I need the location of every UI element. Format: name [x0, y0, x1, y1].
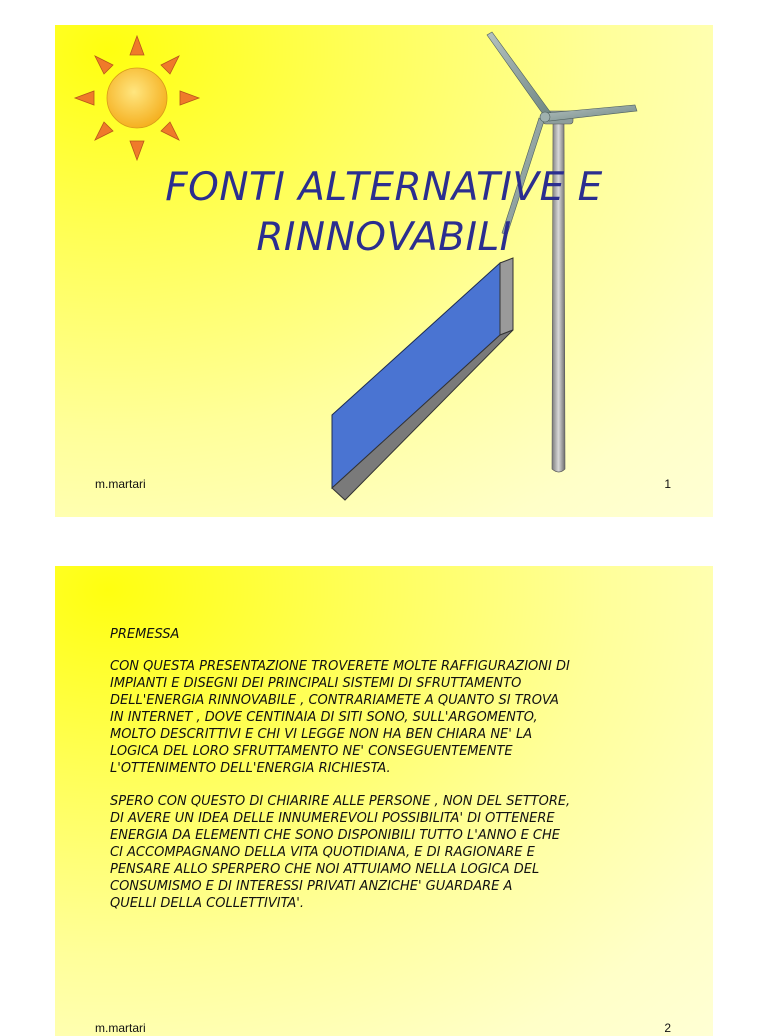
solar-panel-icon [332, 258, 513, 500]
paragraph-1 [110, 658, 680, 777]
section-heading: PREMESSA [110, 627, 180, 642]
slide-title [55, 163, 713, 263]
paragraph-line: SPERO CON QUESTO DI CHIARIRE ALLE PERSONE , NON DEL SETTORE, [110, 794, 571, 809]
paragraph-line: CON QUESTA PRESENTAZIONE TROVERETE MOLTE RAFFIGURAZIONI DI [110, 659, 570, 674]
slide-1-artwork [55, 25, 713, 517]
paragraph-line: MOLTO DESCRITTIVI E CHI VI LEGGE NON HA BEN CHIARA NE' LA [110, 727, 533, 742]
slide-1 [55, 25, 713, 517]
paragraph-line: CONSUMISMO E DI INTERESSI PRIVATI ANZICHE' GUARDARE A [110, 879, 513, 894]
slide-title-line-1: FONTI ALTERNATIVE E [165, 165, 603, 210]
paragraph-line: QUELLI DELLA COLLETTIVITA'. [110, 896, 304, 911]
slide-author: m.martari [95, 1021, 146, 1035]
paragraph-line: IN INTERNET , DOVE CENTINAIA DI SITI SONO, SULL'ARGOMENTO, [110, 710, 538, 725]
slide-2 [55, 566, 713, 1036]
paragraph-line: DELL'ENERGIA RINNOVABILE , CONTRARIAMETE A QUANTO SI TROVA [110, 693, 559, 708]
slide-title-line-2: RINNOVABILI [256, 215, 512, 260]
paragraph-line: L'OTTENIMENTO DELL'ENERGIA RICHIESTA. [110, 761, 391, 776]
slide-page-number: 1 [664, 477, 671, 491]
sun-icon [75, 36, 199, 160]
paragraph-2 [110, 793, 680, 912]
slide-page-number: 2 [664, 1021, 671, 1035]
paragraph-line: PENSARE ALLO SPERPERO CHE NOI ATTUIAMO NELLA LOGICA DEL [110, 862, 540, 877]
paragraph-line: ENERGIA DA ELEMENTI CHE SONO DISPONIBILI TUTTO L'ANNO E CHE [110, 828, 560, 843]
slide-author: m.martari [95, 477, 146, 491]
paragraph-line: CI ACCOMPAGNANO DELLA VITA QUOTIDIANA, E DI RAGIONARE E [110, 845, 535, 860]
paragraph-line: IMPIANTI E DISEGNI DEI PRINCIPALI SISTEMI DI SFRUTTAMENTO [110, 676, 522, 691]
paragraph-line: DI AVERE UN IDEA DELLE INNUMEREVOLI POSSIBILITA' DI OTTENERE [110, 811, 555, 826]
slide-body [110, 626, 680, 928]
paragraph-line: LOGICA DEL LORO SFRUTTAMENTO NE' CONSEGUENTEMENTE [110, 744, 513, 759]
